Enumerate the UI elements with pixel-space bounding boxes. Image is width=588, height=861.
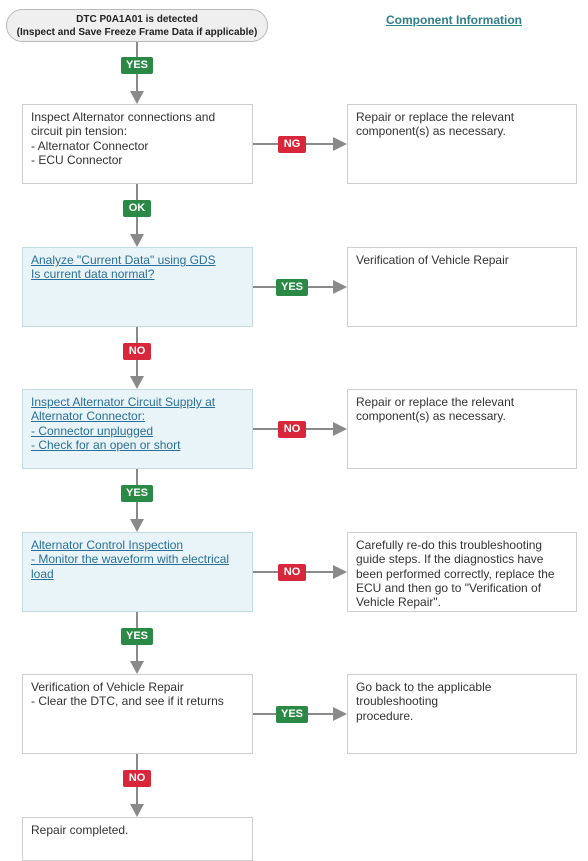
result-box-5 (347, 674, 577, 754)
step-4-line-3[interactable]: load (31, 566, 54, 581)
step-box-5 (22, 674, 253, 754)
step-1-line-2: circuit pin tension: (31, 124, 128, 139)
step-2-line-2[interactable]: Is current data normal? (31, 267, 155, 282)
result-4-line-2: guide steps. If the diagnostics have (356, 552, 544, 567)
result-box-4 (347, 532, 577, 612)
step-1-line-1: Inspect Alternator connections and (31, 110, 216, 124)
final-text: Repair completed. (31, 823, 129, 837)
arrow-down-4 (130, 661, 144, 674)
result-5-line-1: Go back to the applicable troubleshooting (356, 680, 492, 709)
side-badge-1: NG (278, 136, 306, 153)
down-badge-3: YES (121, 485, 153, 502)
step-3-line-4[interactable]: - Check for an open or short (31, 437, 181, 452)
arrow-side-4 (333, 565, 347, 579)
side-badge-3: NO (278, 421, 306, 438)
result-4-line-5: Vehicle Repair". (356, 595, 441, 610)
arrow-side-2 (333, 280, 347, 294)
step-3-line-2[interactable]: Alternator Connector: (31, 409, 146, 424)
down-badge-4: YES (121, 628, 153, 645)
side-badge-5: YES (276, 706, 308, 723)
arrow-side-1 (333, 137, 347, 151)
down-badge-2: NO (123, 343, 151, 360)
down-badge-1: OK (123, 200, 151, 217)
arrow-down-1 (130, 234, 144, 247)
result-4-line-1: Carefully re-do this troubleshooting (356, 538, 543, 552)
start-yes-badge: YES (121, 57, 153, 74)
result-4-line-3: been performed correctly, replace the (356, 566, 555, 581)
arrow-side-5 (333, 707, 347, 721)
result-1-line-1: Repair or replace the relevant (356, 110, 515, 124)
side-badge-4: NO (278, 564, 306, 581)
step-1-line-4: - ECU Connector (31, 152, 123, 167)
arrow-start-down (130, 91, 144, 104)
step-1-line-3: - Alternator Connector (31, 138, 149, 153)
result-1-line-2: component(s) as necessary. (356, 124, 506, 139)
step-4-line-2[interactable]: - Monitor the waveform with electrical (31, 552, 230, 567)
arrow-down-2 (130, 376, 144, 389)
start-subtitle: (Inspect and Save Freeze Frame Data if applicable) (16, 27, 258, 38)
step-2-line-1[interactable]: Analyze "Current Data" using GDS (31, 253, 216, 267)
step-4-line-1[interactable]: Alternator Control Inspection (31, 538, 184, 552)
step-box-4[interactable] (22, 532, 253, 612)
result-box-2 (347, 247, 577, 327)
result-box-3 (347, 389, 577, 469)
down-badge-5: NO (123, 770, 151, 787)
arrow-side-3 (333, 422, 347, 436)
component-information-link[interactable]: Component Information (386, 13, 522, 27)
step-3-line-1[interactable]: Inspect Alternator Circuit Supply at (31, 395, 216, 409)
start-title: DTC P0A1A01 is detected (76, 14, 198, 25)
arrow-down-3 (130, 519, 144, 532)
final-box (22, 817, 253, 861)
start-node (6, 9, 268, 42)
step-box-1 (22, 104, 253, 184)
side-badge-2: YES (276, 279, 308, 296)
step-3-line-3[interactable]: - Connector unplugged (31, 423, 154, 438)
result-3-line-1: Repair or replace the relevant (356, 395, 515, 409)
step-box-3[interactable] (22, 389, 253, 469)
step-5-line-2: - Clear the DTC, and see if it returns (31, 694, 224, 709)
step-box-2[interactable] (22, 247, 253, 327)
result-5-line-2: procedure. (356, 708, 414, 723)
result-box-1 (347, 104, 577, 184)
arrow-down-5 (130, 804, 144, 817)
result-2-line-1: Verification of Vehicle Repair (356, 253, 509, 267)
step-5-line-1: Verification of Vehicle Repair (31, 680, 184, 694)
result-4-line-4: ECU and then go to "Verification of (356, 580, 542, 595)
result-3-line-2: component(s) as necessary. (356, 409, 506, 424)
